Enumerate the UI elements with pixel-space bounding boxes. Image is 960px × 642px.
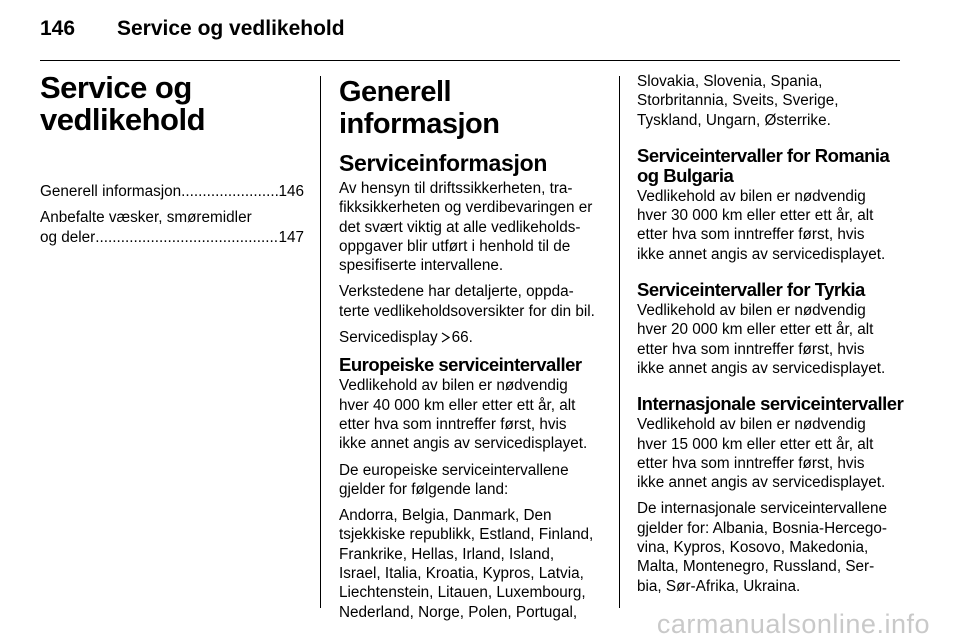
toc-leader	[95, 228, 278, 247]
toc-entry-label: Anbefalte væsker, smøremidler	[40, 209, 252, 227]
page-number: 146	[40, 17, 76, 40]
text-line: ikke annet angis av servicedisplayet.	[637, 245, 886, 263]
text-line: Malta, Montenegro, Russland, Ser-	[637, 558, 875, 576]
paragraph	[339, 179, 606, 275]
text-line: det svært viktig at alle vedlikeholds-	[339, 218, 581, 236]
column-divider	[320, 76, 321, 608]
paragraph	[637, 301, 905, 378]
page-reference-arrow-icon	[441, 332, 450, 343]
text-line: ikke annet angis av servicedisplayet.	[637, 359, 886, 377]
text-line: Nederland, Norge, Polen, Portugal,	[339, 603, 578, 621]
text-line: bia, Sør-Afrika, Ukraina.	[637, 577, 801, 595]
toc-column	[40, 72, 304, 254]
text-line: Tyskland, Ungarn, Østerrike.	[637, 111, 831, 129]
country-list-continued	[637, 72, 905, 130]
text-line: vina, Kypros, Kosovo, Makedonia,	[637, 539, 869, 557]
text-line: gjelder for: Albania, Bosnia-Hercego-	[637, 519, 887, 537]
text-line: spesifiserte intervallene.	[339, 257, 504, 275]
text-line: oppgaver blir utført i henhold til de	[339, 237, 571, 255]
text-line: hver 30 000 km eller etter ett år, alt	[637, 207, 874, 225]
text-line: ikke annet angis av servicedisplayet.	[339, 435, 588, 453]
paragraph	[637, 499, 905, 595]
text-line: gjelder for følgende land:	[339, 480, 509, 498]
paragraph	[339, 376, 606, 453]
text-line: Slovakia, Slovenia, Spania,	[637, 73, 823, 90]
text-line: hver 20 000 km eller etter ett år, alt	[637, 321, 874, 339]
international-intervals-heading: Internasjonale serviceintervaller	[637, 393, 904, 415]
turkey-intervals-heading: Serviceintervaller for Tyrkia	[637, 279, 865, 301]
toc-entry[interactable]	[40, 208, 304, 247]
text-line: etter hva som inntreffer først, hvis	[637, 226, 865, 244]
text-line: ikke annet angis av servicedisplayet.	[637, 474, 886, 492]
text-line: tsjekkiske republikk, Estland, Finland,	[339, 526, 594, 544]
article-column-1	[339, 72, 606, 629]
text-line: Liechtenstein, Litauen, Luxembourg,	[339, 584, 586, 602]
header-rule	[40, 60, 900, 61]
text-line: De europeiske serviceintervallene	[339, 461, 569, 479]
toc-entry[interactable]	[40, 182, 304, 201]
text-line: terte vedlikeholdsoversikter for din bil.	[339, 302, 595, 320]
text-line: Verkstedene har detaljerte, oppda-	[339, 283, 574, 301]
toc-entry-label: Generell informasjon	[40, 183, 182, 200]
toc-entry-label: og deler	[40, 228, 96, 246]
cross-reference[interactable]: Servicedisplay 66.	[339, 329, 473, 347]
running-title: Service og vedlikehold	[117, 17, 345, 40]
text-line: Andorra, Belgia, Danmark, Den	[339, 507, 552, 525]
text-line: Vedlikehold av bilen er nødvendig	[637, 187, 866, 205]
text-line: etter hva som inntreffer først, hvis	[637, 340, 865, 358]
subsection-title: Serviceinformasjon	[339, 150, 548, 176]
page-header	[40, 17, 900, 47]
article-column-2	[637, 72, 905, 603]
toc-leader	[181, 182, 278, 201]
text-line: Israel, Italia, Kroatia, Kypros, Latvia,	[339, 565, 584, 583]
section-title: Generell informasjon	[339, 76, 500, 140]
text-line: fikksikkerheten og verdibevaringen er	[339, 199, 593, 217]
country-list	[339, 506, 606, 622]
text-line: hver 40 000 km eller etter ett år, alt	[339, 396, 576, 414]
text-line: etter hva som inntreffer først, hvis	[637, 454, 865, 472]
text-line: etter hva som inntreffer først, hvis	[339, 415, 567, 433]
paragraph	[637, 187, 905, 264]
text-line: Frankrike, Hellas, Irland, Island,	[339, 545, 555, 563]
text-line: Vedlikehold av bilen er nødvendig	[637, 302, 866, 320]
text-line: hver 15 000 km eller etter ett år, alt	[637, 435, 874, 453]
text-line: Storbritannia, Sveits, Sverige,	[637, 92, 839, 110]
chapter-title: Service og vedlikehold	[40, 70, 206, 137]
toc-page-number: 147	[278, 228, 304, 246]
text-line: Vedlikehold av bilen er nødvendig	[339, 377, 568, 395]
text-line: De internasjonale serviceintervallene	[637, 500, 887, 518]
column-divider	[619, 76, 620, 608]
text-line: Av hensyn til driftssikkerheten, tra-	[339, 180, 573, 197]
text-line: Vedlikehold av bilen er nødvendig	[637, 416, 866, 434]
toc-page-number: 146	[278, 183, 304, 200]
paragraph	[339, 282, 606, 321]
paragraph	[339, 461, 606, 500]
romania-intervals-heading: Serviceintervaller for Romania og Bulgaria	[637, 144, 890, 186]
paragraph	[637, 415, 905, 492]
watermark: carmanualsonline.info	[656, 609, 930, 639]
european-intervals-heading: Europeiske serviceintervaller	[339, 354, 582, 376]
